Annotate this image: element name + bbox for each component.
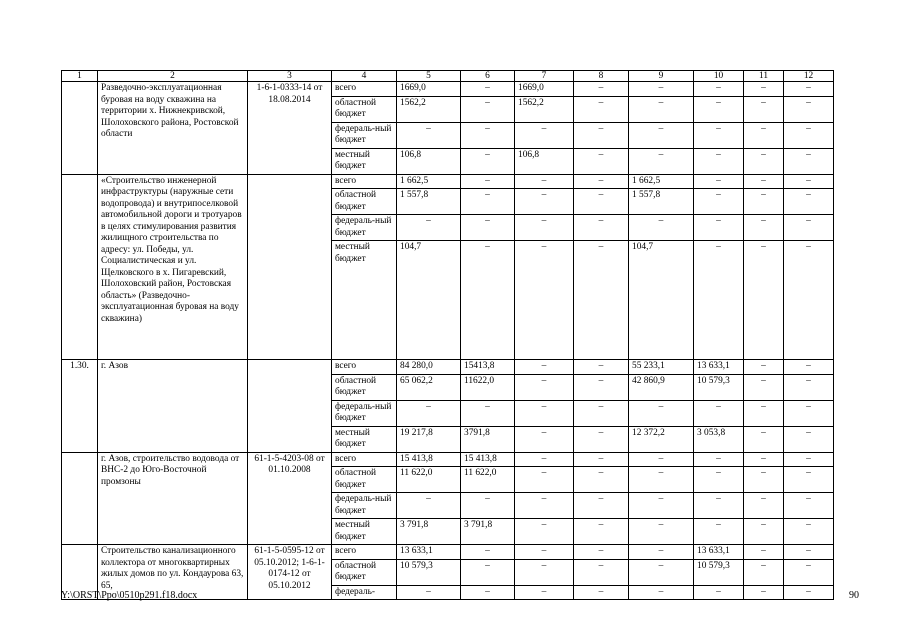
- amount-cell: –: [629, 148, 694, 174]
- column-header-7: 7: [515, 71, 574, 82]
- amount-cell: –: [694, 215, 744, 241]
- amount-cell: –: [515, 360, 574, 375]
- column-header-8: 8: [574, 71, 629, 82]
- amount-cell: –: [629, 452, 694, 467]
- funding-source: областной бюджет: [332, 559, 397, 585]
- amount-cell: –: [744, 82, 784, 97]
- registration-code: 61-1-5-4203-08 от 01.10.2008: [248, 452, 332, 545]
- amount-cell: –: [397, 122, 461, 148]
- amount-cell: –: [694, 174, 744, 189]
- funding-source: местный бюджет: [332, 241, 397, 360]
- funding-source: областной бюджет: [332, 189, 397, 215]
- amount-cell: –: [784, 519, 834, 545]
- amount-cell: –: [784, 493, 834, 519]
- funding-source: областной бюджет: [332, 96, 397, 122]
- amount-cell: –: [397, 493, 461, 519]
- amount-cell: 106,8: [515, 148, 574, 174]
- amount-cell: 15413,8: [461, 360, 515, 375]
- amount-cell: –: [574, 426, 629, 452]
- amount-cell: –: [694, 493, 744, 519]
- object-name: г. Азов: [98, 360, 248, 453]
- amount-cell: –: [574, 96, 629, 122]
- object-name: «Строительство инженерной инфраструктуры (наружные сети водопровода) и внутрипоселковой автомобильной дороги и тротуаров в целях стимулирования развития жилищного строительства по адресу: ул. Победы, ул. Социалистическая и ул. Щелковского в х. Пигаревский, Шолоховский район, Ростовская область» (Разведочно-эксплуатационная буровая на воду скважина): [98, 174, 248, 360]
- column-header-1: 1: [62, 71, 98, 82]
- item-number: [62, 82, 98, 175]
- amount-cell: 1 557,8: [397, 189, 461, 215]
- funding-source: местный бюджет: [332, 519, 397, 545]
- amount-cell: –: [744, 452, 784, 467]
- amount-cell: –: [784, 148, 834, 174]
- item-number: 1.30.: [62, 360, 98, 453]
- funding-source: местный бюджет: [332, 426, 397, 452]
- amount-cell: 12 372,2: [629, 426, 694, 452]
- amount-cell: –: [694, 467, 744, 493]
- amount-cell: –: [784, 96, 834, 122]
- column-header-12: 12: [784, 71, 834, 82]
- amount-cell: –: [515, 215, 574, 241]
- column-header-3: 3: [248, 71, 332, 82]
- amount-cell: –: [784, 215, 834, 241]
- amount-cell: 42 860,9: [629, 374, 694, 400]
- amount-cell: –: [515, 374, 574, 400]
- amount-cell: –: [461, 148, 515, 174]
- amount-cell: –: [461, 400, 515, 426]
- amount-cell: 55 233,1: [629, 360, 694, 375]
- table-body: [62, 71, 834, 600]
- amount-cell: –: [744, 148, 784, 174]
- column-header-4: 4: [332, 71, 397, 82]
- item-number: [62, 452, 98, 545]
- amount-cell: 19 217,8: [397, 426, 461, 452]
- amount-cell: 10 579,3: [397, 559, 461, 585]
- amount-cell: –: [515, 122, 574, 148]
- funding-source: местный бюджет: [332, 148, 397, 174]
- amount-cell: 15 413,8: [397, 452, 461, 467]
- amount-cell: 11 622,0: [461, 467, 515, 493]
- amount-cell: –: [744, 189, 784, 215]
- amount-cell: –: [574, 241, 629, 360]
- amount-cell: 1669,0: [515, 82, 574, 97]
- amount-cell: –: [744, 519, 784, 545]
- amount-cell: –: [461, 189, 515, 215]
- amount-cell: –: [574, 400, 629, 426]
- amount-cell: 1 662,5: [629, 174, 694, 189]
- amount-cell: –: [515, 174, 574, 189]
- amount-cell: –: [744, 174, 784, 189]
- amount-cell: –: [744, 559, 784, 585]
- amount-cell: –: [784, 174, 834, 189]
- column-header-10: 10: [694, 71, 744, 82]
- amount-cell: –: [744, 122, 784, 148]
- amount-cell: –: [574, 374, 629, 400]
- funding-source: федераль-ный бюджет: [332, 215, 397, 241]
- amount-cell: –: [574, 559, 629, 585]
- amount-cell: 3 791,8: [397, 519, 461, 545]
- registration-code: [248, 174, 332, 360]
- amount-cell: –: [694, 241, 744, 360]
- amount-cell: –: [574, 467, 629, 493]
- registration-code: 61-1-5-0595-12 от 05.10.2012; 1-6-1-0174-12 от 05.10.2012: [248, 545, 332, 600]
- amount-cell: –: [629, 493, 694, 519]
- funding-source: федераль-ный бюджет: [332, 493, 397, 519]
- amount-cell: –: [784, 374, 834, 400]
- amount-cell: –: [574, 189, 629, 215]
- page-number: 90: [849, 590, 859, 601]
- amount-cell: 1 662,5: [397, 174, 461, 189]
- amount-cell: –: [784, 426, 834, 452]
- amount-cell: –: [784, 467, 834, 493]
- amount-cell: 1669,0: [397, 82, 461, 97]
- amount-cell: 84 280,0: [397, 360, 461, 375]
- amount-cell: –: [574, 360, 629, 375]
- amount-cell: –: [694, 96, 744, 122]
- amount-cell: –: [744, 400, 784, 426]
- amount-cell: 3 053,8: [694, 426, 744, 452]
- funding-source: федераль-: [332, 585, 397, 600]
- amount-cell: –: [744, 426, 784, 452]
- amount-cell: –: [694, 122, 744, 148]
- funding-source: всего: [332, 360, 397, 375]
- amount-cell: 10 579,3: [694, 559, 744, 585]
- amount-cell: 104,7: [629, 241, 694, 360]
- amount-cell: –: [744, 215, 784, 241]
- amount-cell: –: [461, 96, 515, 122]
- column-header-9: 9: [629, 71, 694, 82]
- amount-cell: –: [397, 215, 461, 241]
- amount-cell: –: [461, 215, 515, 241]
- amount-cell: 1562,2: [515, 96, 574, 122]
- funding-source: всего: [332, 452, 397, 467]
- amount-cell: –: [574, 215, 629, 241]
- amount-cell: –: [784, 559, 834, 585]
- amount-cell: –: [515, 585, 574, 600]
- amount-cell: 106,8: [397, 148, 461, 174]
- amount-cell: –: [744, 493, 784, 519]
- amount-cell: –: [515, 559, 574, 585]
- amount-cell: –: [461, 82, 515, 97]
- table-row: [62, 545, 834, 560]
- amount-cell: 3791,8: [461, 426, 515, 452]
- amount-cell: –: [629, 215, 694, 241]
- amount-cell: –: [629, 82, 694, 97]
- amount-cell: –: [574, 122, 629, 148]
- amount-cell: –: [744, 545, 784, 560]
- funding-source: всего: [332, 545, 397, 560]
- amount-cell: –: [694, 400, 744, 426]
- amount-cell: –: [461, 545, 515, 560]
- registration-code: [248, 360, 332, 453]
- amount-cell: 65 062,2: [397, 374, 461, 400]
- column-number-header: [62, 71, 834, 82]
- amount-cell: –: [515, 493, 574, 519]
- amount-cell: –: [574, 545, 629, 560]
- amount-cell: –: [461, 122, 515, 148]
- funding-source: всего: [332, 82, 397, 97]
- amount-cell: –: [461, 174, 515, 189]
- amount-cell: –: [629, 96, 694, 122]
- amount-cell: –: [694, 82, 744, 97]
- amount-cell: 15 413,8: [461, 452, 515, 467]
- registration-code: 1-6-1-0333-14 от 18.08.2014: [248, 82, 332, 175]
- funding-source: областной бюджет: [332, 374, 397, 400]
- amount-cell: 13 633,1: [397, 545, 461, 560]
- amount-cell: –: [629, 122, 694, 148]
- amount-cell: –: [694, 452, 744, 467]
- amount-cell: –: [629, 467, 694, 493]
- funding-source: федераль-ный бюджет: [332, 400, 397, 426]
- amount-cell: –: [694, 148, 744, 174]
- amount-cell: –: [629, 545, 694, 560]
- table-row: [62, 360, 834, 375]
- item-number: [62, 174, 98, 360]
- file-path: Y:\ORST\Ppo\0510p291.f18.docx: [61, 590, 198, 601]
- amount-cell: –: [574, 585, 629, 600]
- amount-cell: –: [461, 559, 515, 585]
- amount-cell: –: [461, 241, 515, 360]
- amount-cell: 104,7: [397, 241, 461, 360]
- amount-cell: 11 622,0: [397, 467, 461, 493]
- column-header-2: 2: [98, 71, 248, 82]
- amount-cell: –: [784, 585, 834, 600]
- amount-cell: 11622,0: [461, 374, 515, 400]
- amount-cell: –: [515, 467, 574, 493]
- amount-cell: –: [744, 585, 784, 600]
- amount-cell: –: [574, 82, 629, 97]
- amount-cell: 13 633,1: [694, 545, 744, 560]
- amount-cell: –: [744, 360, 784, 375]
- amount-cell: 3 791,8: [461, 519, 515, 545]
- amount-cell: 1562,2: [397, 96, 461, 122]
- amount-cell: –: [461, 585, 515, 600]
- column-header-6: 6: [461, 71, 515, 82]
- amount-cell: –: [744, 241, 784, 360]
- amount-cell: –: [694, 519, 744, 545]
- object-name: г. Азов, строительство водовода от ВНС-2 до Юго-Восточной промзоны: [98, 452, 248, 545]
- amount-cell: –: [574, 493, 629, 519]
- amount-cell: –: [397, 400, 461, 426]
- budget-table: [61, 70, 834, 600]
- amount-cell: –: [574, 174, 629, 189]
- funding-source: федераль-ный бюджет: [332, 122, 397, 148]
- amount-cell: –: [515, 426, 574, 452]
- amount-cell: –: [784, 241, 834, 360]
- amount-cell: –: [744, 96, 784, 122]
- amount-cell: –: [515, 241, 574, 360]
- amount-cell: –: [629, 559, 694, 585]
- amount-cell: –: [629, 400, 694, 426]
- table-row: [62, 82, 834, 97]
- amount-cell: –: [694, 189, 744, 215]
- amount-cell: –: [744, 467, 784, 493]
- amount-cell: –: [784, 400, 834, 426]
- amount-cell: –: [784, 452, 834, 467]
- amount-cell: –: [515, 452, 574, 467]
- amount-cell: –: [784, 360, 834, 375]
- amount-cell: –: [515, 189, 574, 215]
- column-header-11: 11: [744, 71, 784, 82]
- amount-cell: –: [784, 189, 834, 215]
- amount-cell: 10 579,3: [694, 374, 744, 400]
- amount-cell: –: [574, 519, 629, 545]
- amount-cell: –: [629, 519, 694, 545]
- amount-cell: –: [574, 148, 629, 174]
- amount-cell: 13 633,1: [694, 360, 744, 375]
- amount-cell: –: [694, 585, 744, 600]
- amount-cell: –: [784, 82, 834, 97]
- funding-source: областной бюджет: [332, 467, 397, 493]
- amount-cell: –: [515, 519, 574, 545]
- amount-cell: –: [784, 122, 834, 148]
- amount-cell: 1 557,8: [629, 189, 694, 215]
- amount-cell: –: [515, 400, 574, 426]
- object-name: Строительство канализационного коллектора от многоквартирных жилых домов по ул. Кондаурова 63, 65,: [98, 545, 248, 600]
- amount-cell: –: [515, 545, 574, 560]
- object-name: Разведочно-эксплуатационная буровая на воду скважина на территории х. Нижнекривской, Шолоховского района, Ростовской области: [98, 82, 248, 175]
- amount-cell: –: [744, 374, 784, 400]
- amount-cell: –: [461, 493, 515, 519]
- amount-cell: –: [629, 585, 694, 600]
- funding-source: всего: [332, 174, 397, 189]
- amount-cell: –: [784, 545, 834, 560]
- table-row: [62, 452, 834, 467]
- amount-cell: –: [574, 452, 629, 467]
- table-row: [62, 174, 834, 189]
- column-header-5: 5: [397, 71, 461, 82]
- amount-cell: –: [397, 585, 461, 600]
